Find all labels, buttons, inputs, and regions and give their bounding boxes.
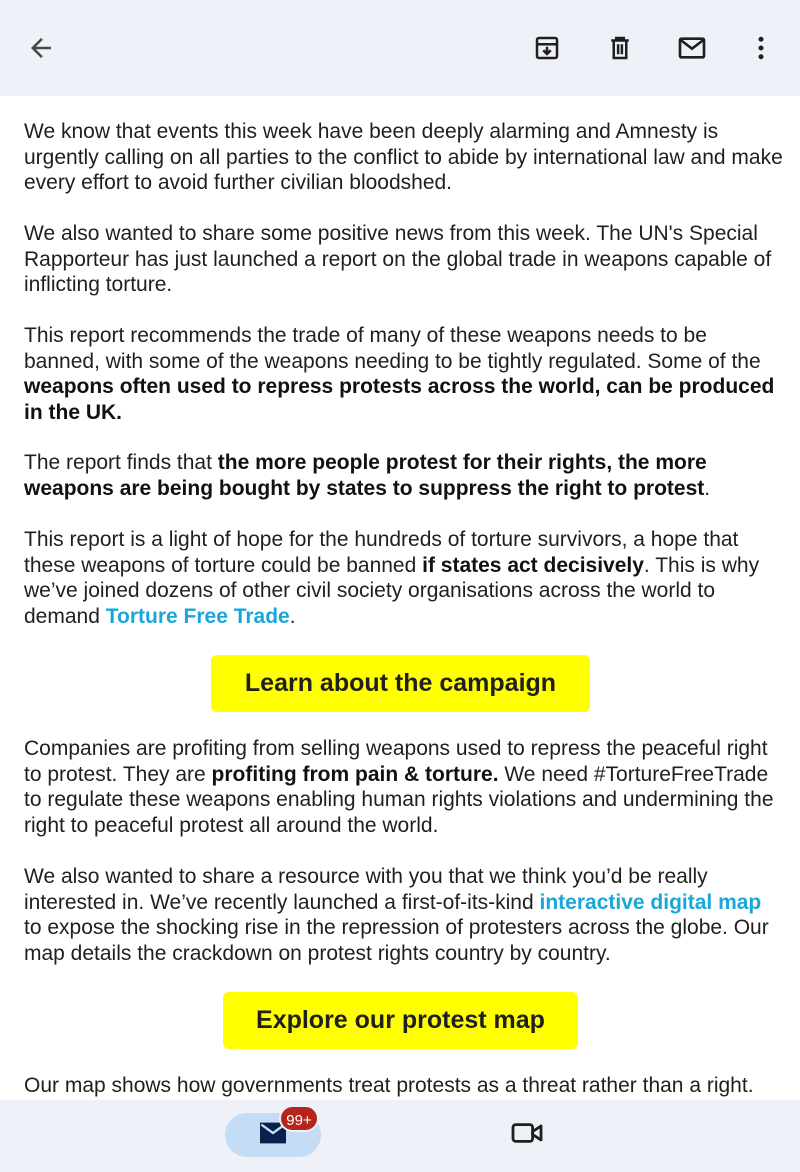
paragraph-text: to expose the shocking rise in the repression of protesters across the globe. Our map details the crackdown on protest rights country by country. [24,916,769,965]
explore-protest-map-button[interactable]: Explore our protest map [223,992,578,1049]
bold-text: weapons often used to repress protests across the world, can be produced in the UK. [24,375,775,424]
delete-button[interactable] [596,24,644,72]
more-options-button[interactable] [737,24,785,72]
paragraph-text: The report finds that [24,451,218,474]
arrow-left-icon [26,33,56,63]
paragraph-intro: We know that events this week have been deeply alarming and Amnesty is urgently calling on all parties to the conflict to abide by international law and make every effort to avoid further civilian bloodshed. [24,120,783,194]
video-camera-icon [510,1119,544,1152]
trash-icon [605,33,635,63]
paragraph-positive-news: We also wanted to share some positive news from this week. The UN's Special Rapporteur has just launched a report on the global trade in weapons capable of inflicting torture. [24,222,772,296]
paragraph-map-shows: Our map shows how governments treat protests as a threat rather than a right. [24,1074,754,1097]
paragraph-protest-map [24,864,784,966]
more-vertical-icon [746,33,776,63]
envelope-icon [676,32,708,64]
bottom-navigation [0,1100,800,1172]
paragraph-companies-profiting [24,736,784,838]
archive-button[interactable] [523,24,571,72]
unread-count-badge: 99+ [279,1105,319,1132]
paragraph-light-of-hope [24,527,784,629]
bold-text: profiting from pain & torture. [211,762,499,786]
paragraph-text: . [289,604,296,628]
torture-free-trade-link[interactable]: Torture Free Trade [105,604,290,628]
email-body [0,96,800,1100]
paragraph-text: This report recommends the trade of many of these weapons needs to be banned, with some of the weapons needing to be tightly regulated. Some of the [24,324,761,373]
bold-text: the more people protest for their rights, the more weapons are being bought by states to suppress the right to protest [24,451,707,500]
paragraph-text: . [704,476,711,500]
paragraph-text: This report is a light of hope for the hundreds of torture survivors, a hope that these weapons of torture could be banned [24,528,739,577]
bold-text: if states act decisively [422,553,644,577]
top-app-bar [0,0,800,96]
learn-about-campaign-button[interactable]: Learn about the campaign [211,655,590,712]
archive-icon [532,33,562,63]
nav-meet-tab[interactable] [503,1113,551,1157]
mark-unread-button[interactable] [668,24,716,72]
paragraph-text: . This is why we’ve joined dozens of other civil society organisations across the world to demand [24,553,760,628]
paragraph-report-recommendation [24,323,784,425]
paragraph-text: Companies are profiting from selling weapons used to repress the peaceful right to protest. They are [24,737,768,786]
paragraph-report-findings [24,450,784,501]
interactive-digital-map-link[interactable]: interactive digital map [539,890,762,914]
paragraph-text: We also wanted to share a resource with you that we think you’d be really interested in. We’ve recently launched a first-of-its-kind [24,865,708,914]
back-button[interactable] [17,24,65,72]
paragraph-text: We need #TortureFreeTrade to regulate these weapons enabling human rights violations and undermining the right to peaceful protest all around the world. [24,762,774,837]
